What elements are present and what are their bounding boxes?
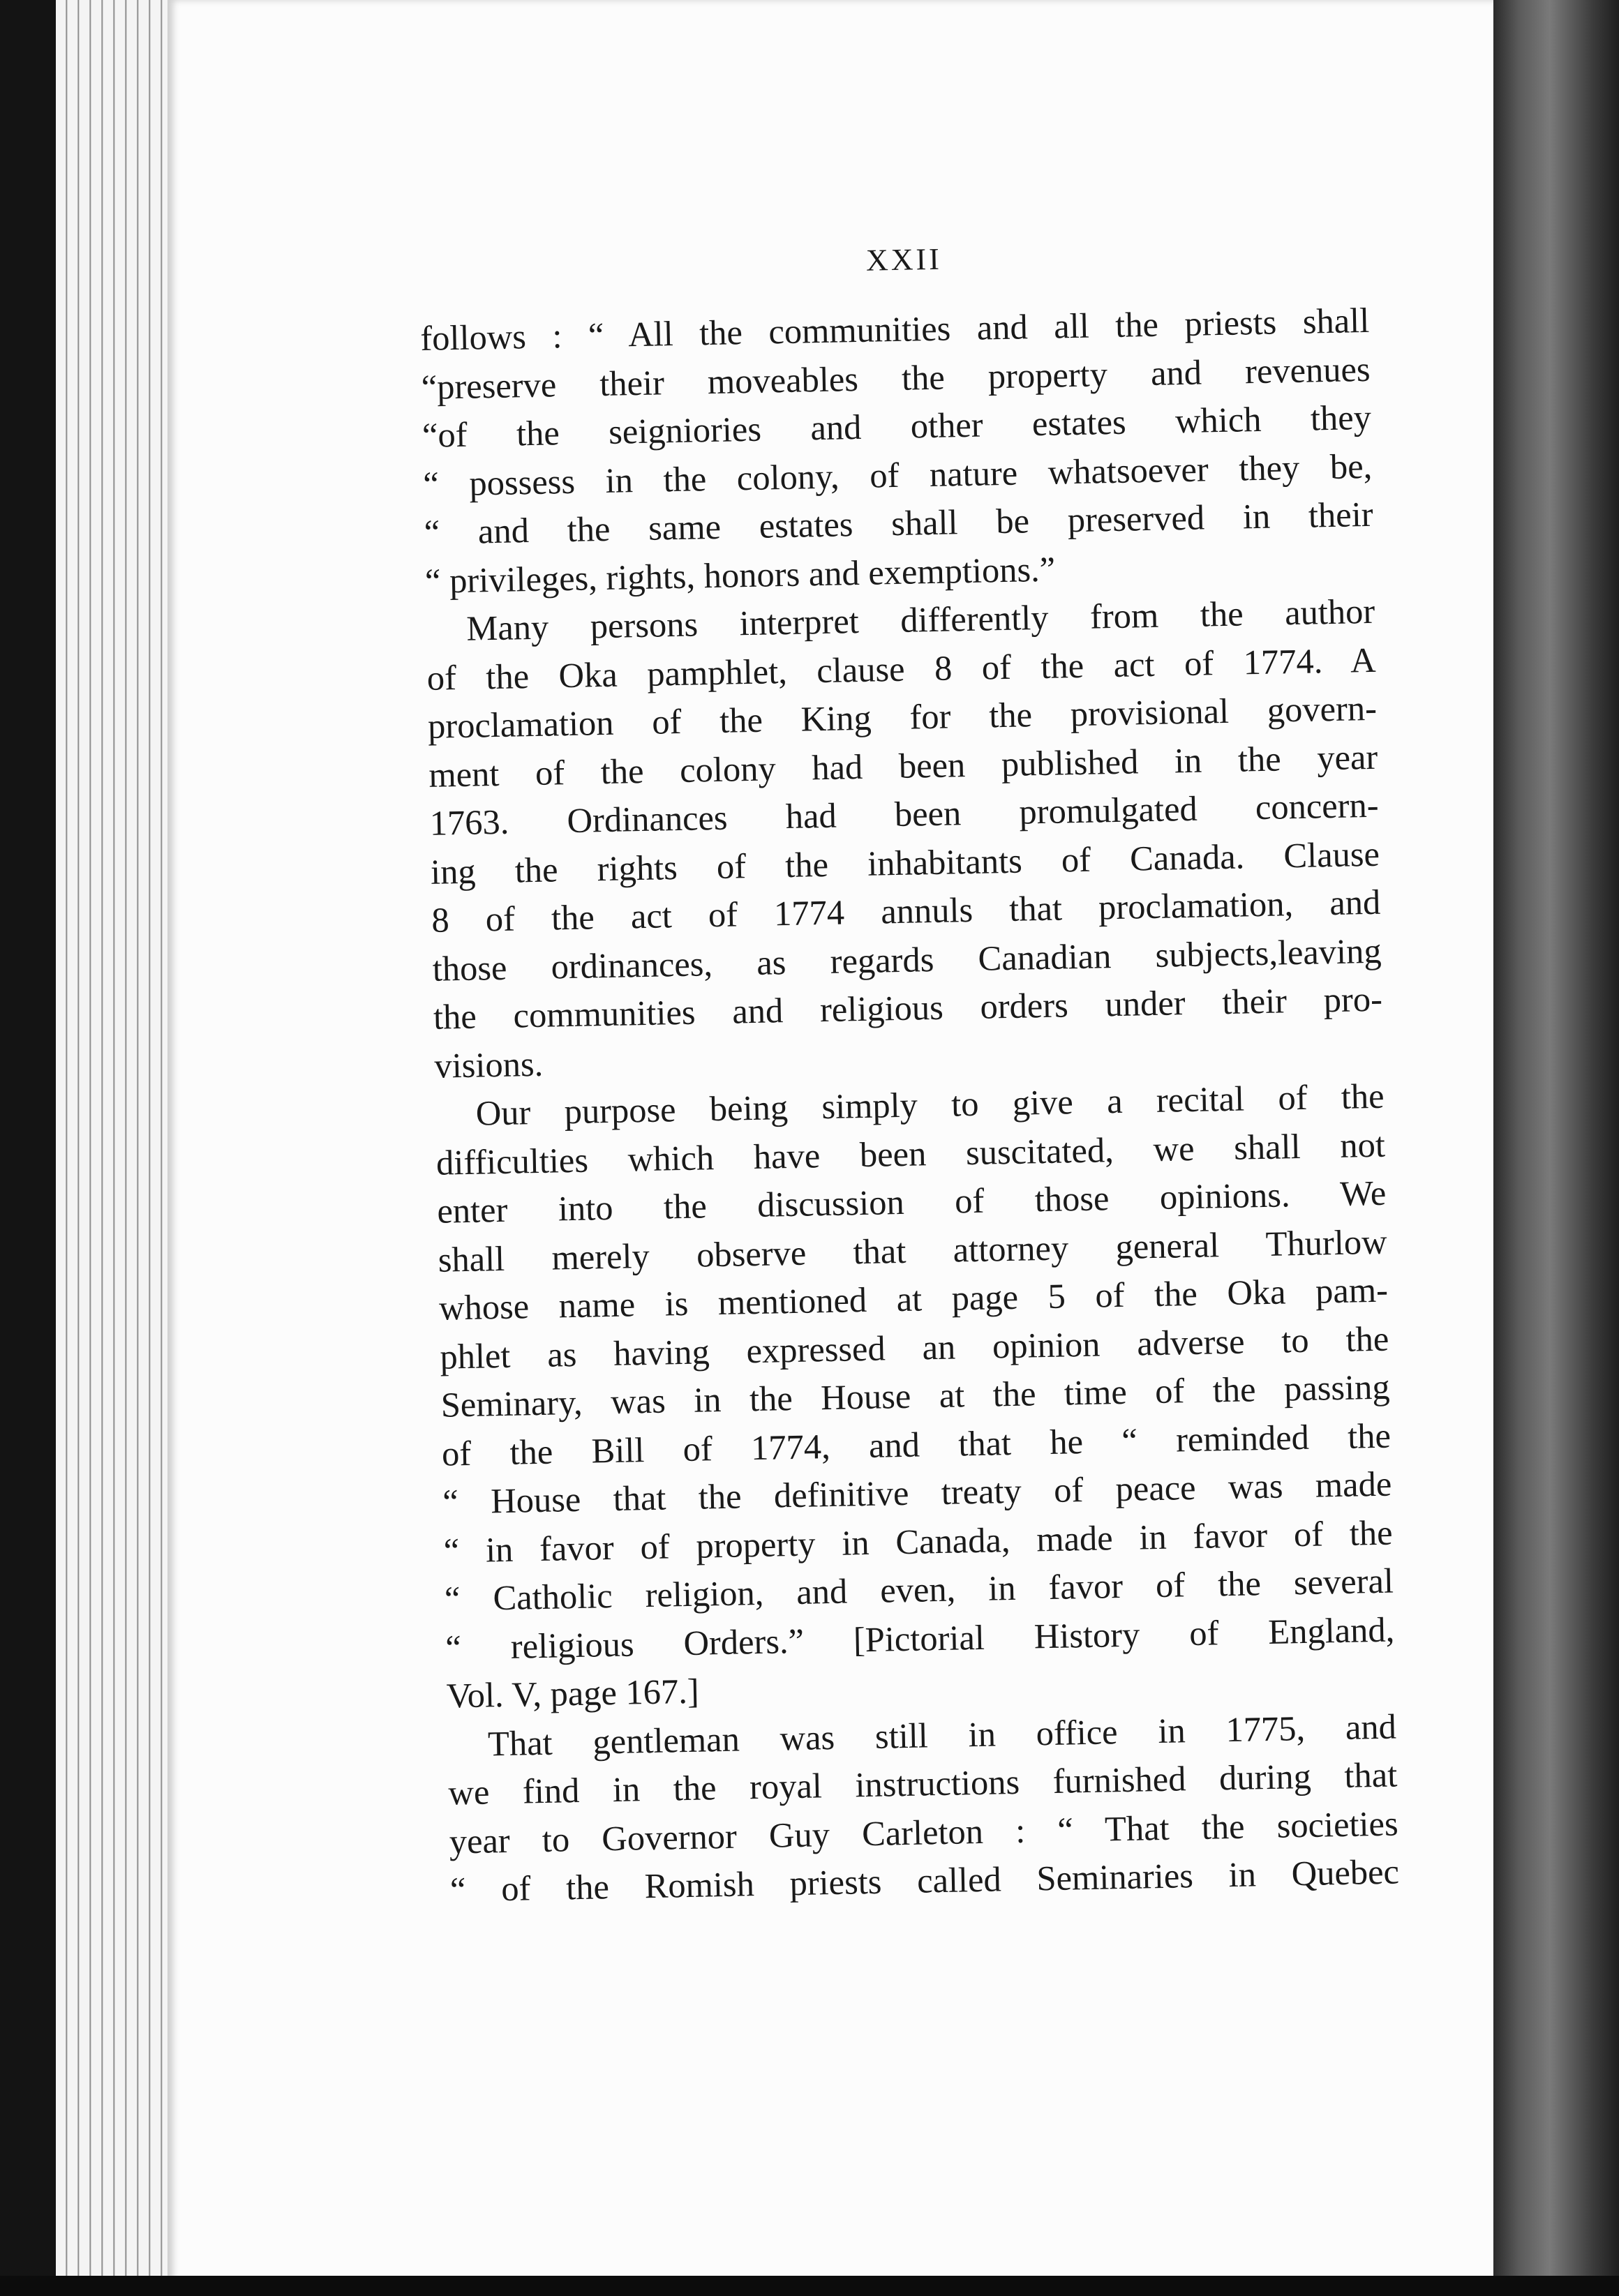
text-line: “preserve their moveables the property and revenues [421, 349, 1371, 407]
text-line: “ privileges, rights, honors and exemptions.” [424, 549, 1056, 601]
text-line: shall merely observe that attorney general Thurlow [438, 1222, 1388, 1280]
text-line: “ possess in the colony, of nature whatsoever they be, [422, 446, 1373, 504]
scan-bottom-edge [0, 2276, 1619, 2296]
text-line: whose name is mentioned at page 5 of the Oka pam- [438, 1270, 1389, 1328]
text-line: proclamation of the King for the provisional govern- [427, 688, 1378, 746]
text-line: “ in favor of property in Canada, made in favor of the [443, 1513, 1394, 1570]
stacked-page-edges [56, 0, 181, 2296]
paragraph-1 [420, 297, 1375, 606]
text-line: Seminary, was in the House at the time of the passing [440, 1367, 1391, 1425]
text-line: “ House that the definitive treaty of peace was made [442, 1464, 1392, 1522]
text-line: follows : “ All the communities and all the priests shall [419, 300, 1370, 358]
text-line: Our purpose being simply to give a recital of the [475, 1076, 1385, 1133]
text-line: of the Oka pamphlet, clause 8 of the act of 1774. A [426, 640, 1377, 698]
book-binding [1493, 0, 1619, 2296]
page-text-block [419, 233, 1400, 1914]
text-line: those ordinances, as regards Canadian subjects,leaving [432, 931, 1382, 989]
text-line: 1763. Ordinances had been promulgated concern- [429, 785, 1380, 843]
text-line: That gentleman was still in office in 1775, and [487, 1706, 1397, 1763]
text-line: we find in the royal instructions furnished during that [447, 1755, 1398, 1813]
text-line: visions. [433, 1044, 544, 1086]
text-line: Many persons interpret differently from the author [465, 591, 1375, 648]
text-line: phlet as having expressed an opinion adverse to the [439, 1319, 1389, 1376]
text-line: ing the rights of the inhabitants of Canada. Clause [430, 834, 1380, 892]
text-line: 8 of the act of 1774 annuls that proclamation, and [431, 882, 1381, 940]
text-line: “ of the Romish priests called Seminaries in Quebec [449, 1852, 1400, 1909]
text-line: enter into the discussion of those opinions. We [436, 1173, 1387, 1231]
text-line: the communities and religious orders under their pro- [433, 979, 1383, 1037]
text-line: Vol. V, page 167.] [446, 1671, 700, 1716]
paragraph-2 [426, 587, 1384, 1090]
paragraph-4 [447, 1702, 1399, 1914]
text-line: year to Governor Guy Carleton : “ That the societies [449, 1803, 1399, 1861]
text-line: “ Catholic religion, and even, in favor of the several [444, 1561, 1394, 1619]
text-line: “ and the same estates shall be preserved in their [424, 494, 1374, 552]
text-line: difficulties which have been suscitated, we shall not [435, 1125, 1386, 1183]
text-line: of the Bill of 1774, and that he “ reminded the [441, 1416, 1392, 1473]
text-line: “ religious Orders.” [Pictorial History of England, [445, 1610, 1395, 1667]
paragraph-3 [435, 1072, 1396, 1720]
text-line: ment of the colony had been published in the year [428, 737, 1378, 795]
page-number: XXII [865, 241, 943, 278]
text-line: “of the seigniories and other estates which they [421, 397, 1372, 455]
